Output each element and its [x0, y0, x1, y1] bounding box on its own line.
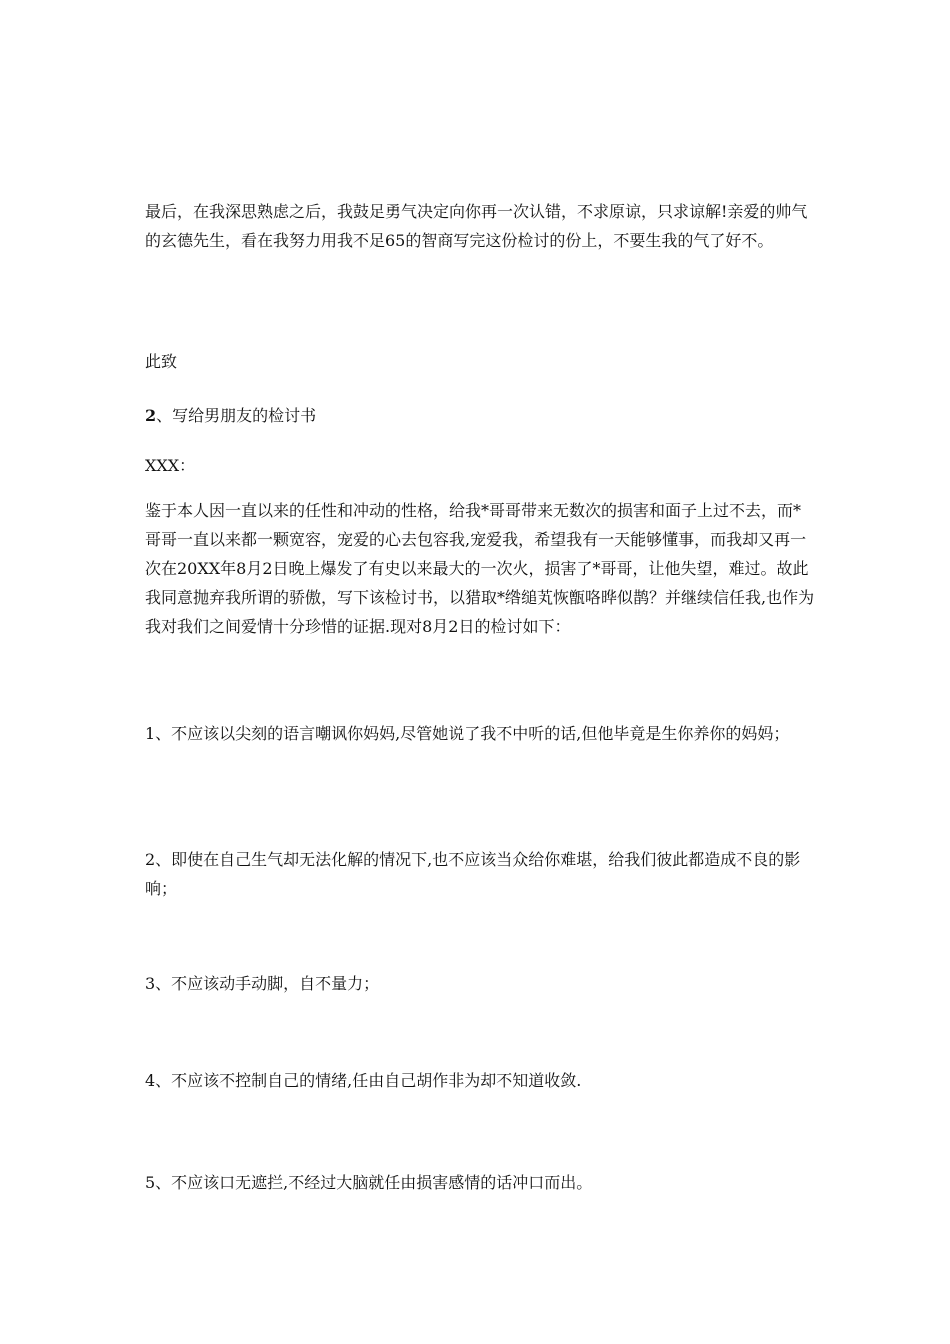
section-heading — [145, 401, 815, 430]
list-item-1: 1、不应该以尖刻的语言嘲讽你妈妈,尽管她说了我不中听的话,但他毕竟是生你养你的妈妈； — [145, 724, 790, 743]
list-item-4: 4、不应该不控制自己的情绪,任由自己胡作非为却不知道收敛. — [145, 1071, 582, 1090]
list-item-2: 2、即使在自己生气却无法化解的情况下,也不应该当众给你难堪，给我们彼此都造成不良的影响； — [145, 850, 801, 898]
list-item-5: 5、不应该口无遮拦,不经过大脑就任由损害感情的话冲口而出。 — [145, 1173, 593, 1192]
section-title: 、写给男朋友的检讨书 — [156, 406, 317, 425]
intro-paragraph: 鉴于本人因一直以来的任性和冲动的性格，给我*哥哥带来无数次的损害和面子上过不去，而*哥哥一直以来都一颗宽容，宠爱的心去包容我,宠爱我，希望我有一天能够懂事，而我却又再一次在20XX年8月2日晚上爆发了有史以来最大的一次火，损害了*哥哥，让他失望，难过。故此我同意抛弃我所谓的骄傲，写下该检讨书，以猎取*绺缒芄恢甑咯晔似鹊？并继续信任我,也作为我对我们之间爱情十分珍惜的证据.现对8月2日的检讨如下： — [145, 501, 815, 636]
salutation-closing: 此致 — [145, 352, 178, 371]
closing-apology-paragraph: 最后，在我深思熟虑之后，我鼓足勇气决定向你再一次认错，不求原谅，只求谅解!亲爱的帅气的玄德先生，看在我努力用我不足65的智商写完这份检讨的份上，不要生我的气了好不。 — [145, 202, 808, 250]
addressee-line: XXX： — [145, 456, 196, 475]
list-item-3: 3、不应该动手动脚，自不量力； — [145, 974, 380, 993]
section-number: 2 — [145, 406, 157, 425]
